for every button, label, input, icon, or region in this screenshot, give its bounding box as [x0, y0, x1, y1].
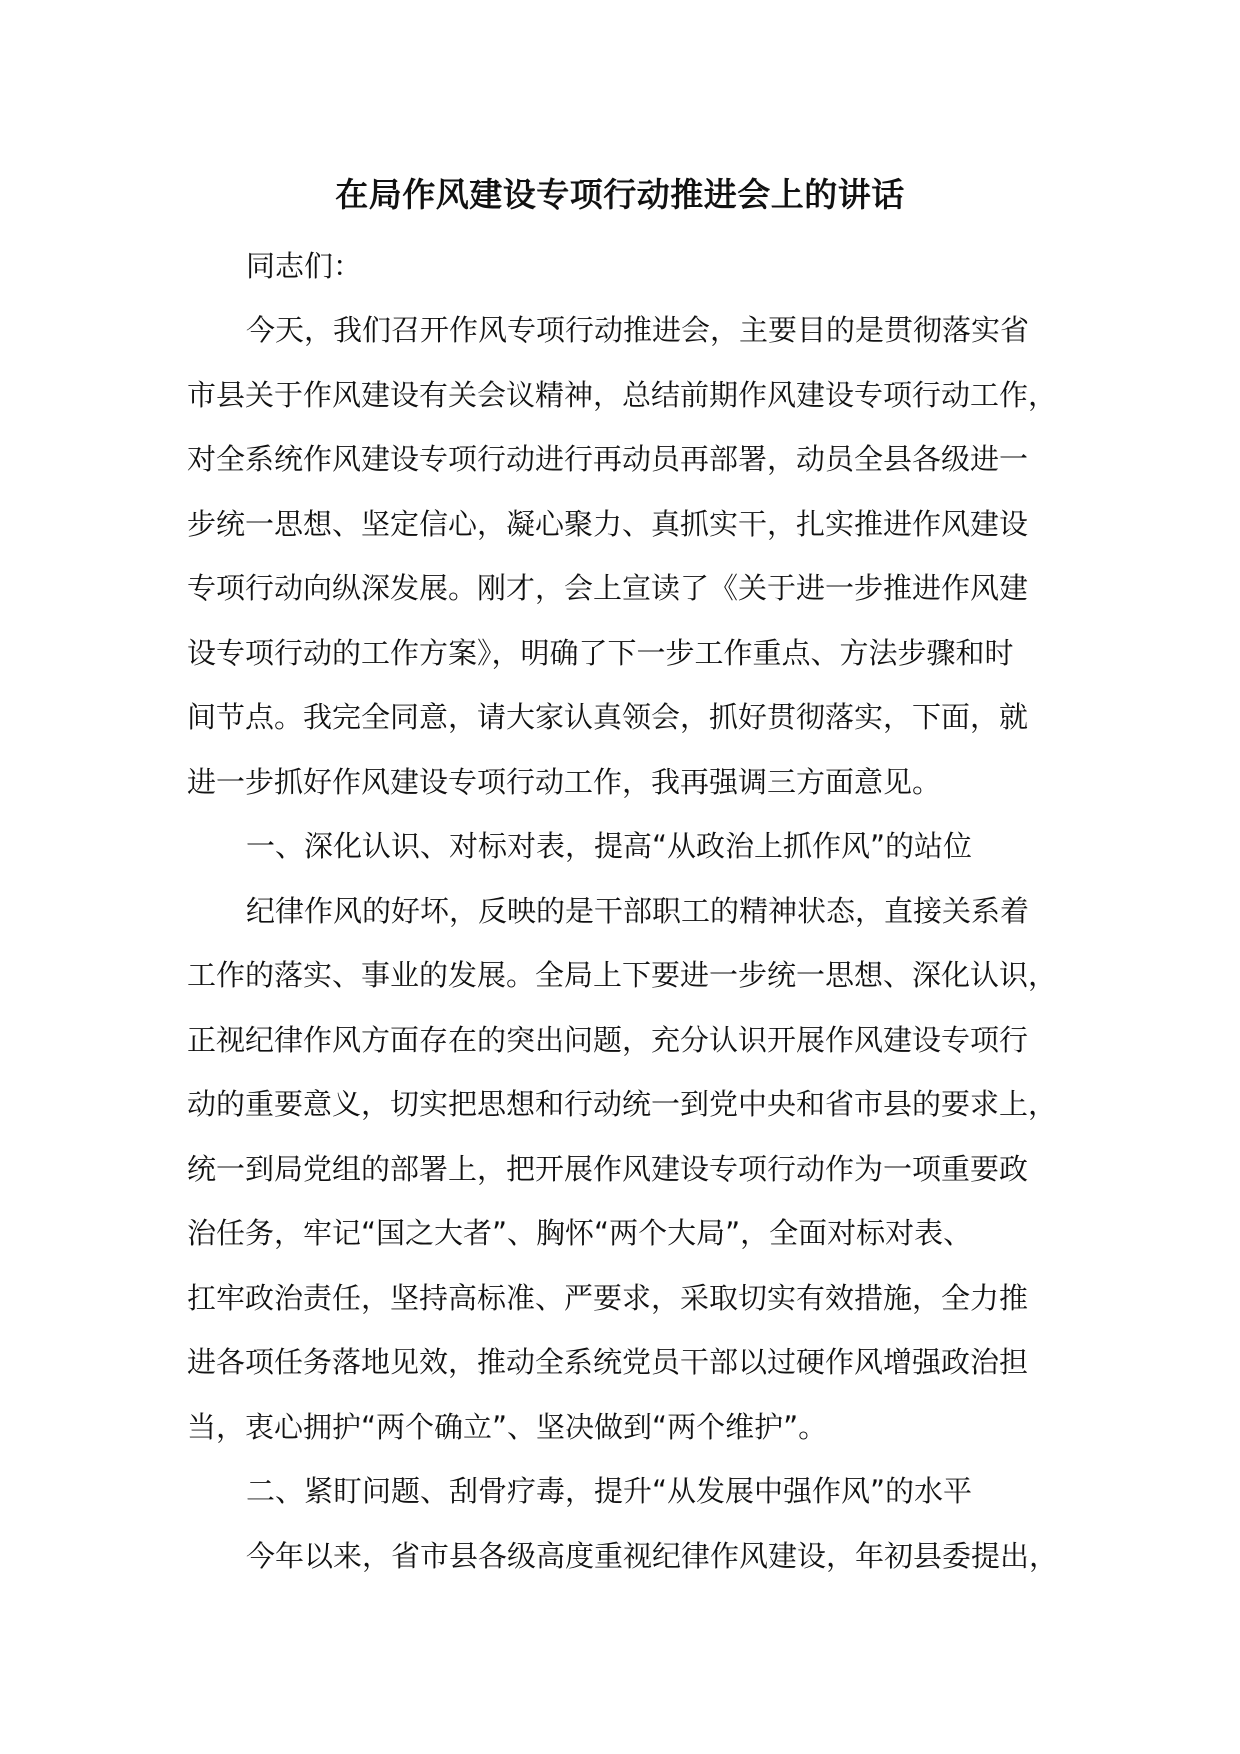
text-line: 当，衷心拥护“两个确立”、坚决做到“两个维护”。	[187, 1410, 828, 1444]
text-line: 统一到局党组的部署上，把开展作风建设专项行动作为一项重要政	[187, 1152, 1029, 1186]
text-line: 治任务，牢记“国之大者”、胸怀“两个大局”，全面对标对表、	[187, 1216, 973, 1250]
section-heading-2: 二、紧盯问题、刮骨疗毒，提升“从发展中强作风”的水平	[246, 1474, 973, 1508]
text-line: 进各项任务落地见效，推动全系统党员干部以过硬作风增强政治担	[187, 1345, 1029, 1379]
section-heading-1: 一、深化认识、对标对表，提高“从政治上抓作风”的站位	[246, 829, 973, 863]
text-line: 纪律作风的好坏，反映的是干部职工的精神状态，直接关系着	[246, 894, 1030, 928]
text-line: 工作的落实、事业的发展。全局上下要进一步统一思想、深化认识，	[187, 958, 1058, 992]
text-line: 进一步抓好作风建设专项行动工作，我再强调三方面意见。	[187, 765, 942, 799]
text-line: 今天，我们召开作风专项行动推进会，主要目的是贯彻落实省	[246, 313, 1030, 347]
text-line: 对全系统作风建设专项行动进行再动员再部署，动员全县各级进一	[187, 442, 1029, 476]
text-line: 正视纪律作风方面存在的突出问题，充分认识开展作风建设专项行	[187, 1023, 1029, 1057]
salutation-line: 同志们：	[246, 249, 363, 283]
document-title: 在局作风建设专项行动推进会上的讲话	[335, 175, 905, 214]
text-line: 专项行动向纵深发展。刚才，会上宣读了《关于进一步推进作风建	[187, 571, 1029, 605]
text-line: 步统一思想、坚定信心，凝心聚力、真抓实干，扎实推进作风建设	[187, 507, 1029, 541]
text-line: 今年以来，省市县各级高度重视纪律作风建设，年初县委提出，	[246, 1539, 1059, 1573]
text-line: 设专项行动的工作方案》，明确了下一步工作重点、方法步骤和时	[187, 636, 1014, 670]
text-line: 动的重要意义，切实把思想和行动统一到党中央和省市县的要求上，	[187, 1087, 1058, 1121]
text-line: 市县关于作风建设有关会议精神，总结前期作风建设专项行动工作，	[187, 378, 1058, 412]
text-line: 扛牢政治责任，坚持高标准、严要求，采取切实有效措施，全力推	[187, 1281, 1029, 1315]
text-line: 间节点。我完全同意，请大家认真领会，抓好贯彻落实，下面，就	[187, 700, 1029, 734]
